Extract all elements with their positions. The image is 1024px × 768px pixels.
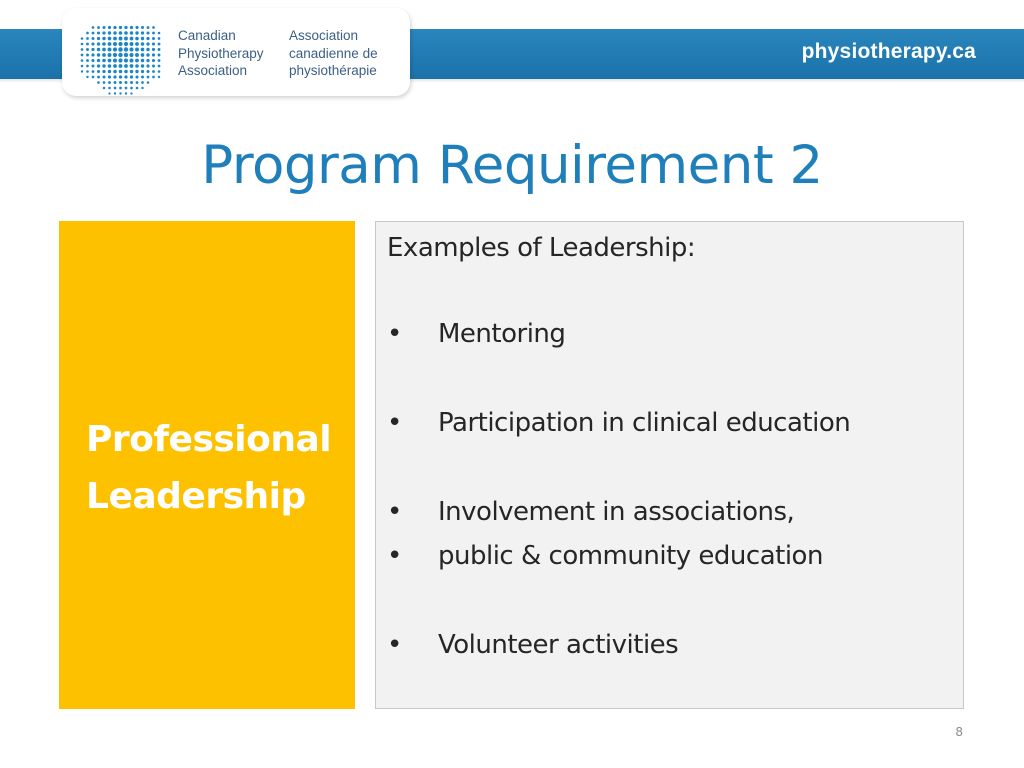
- logo-dot: [119, 26, 122, 29]
- logo-dot: [113, 31, 117, 35]
- logo-dot: [81, 37, 84, 40]
- logo-dot: [124, 42, 128, 46]
- logo-dot: [108, 37, 112, 41]
- logo-dot: [103, 76, 106, 79]
- logo-dot: [141, 42, 145, 46]
- logo-dot: [119, 81, 122, 84]
- logo-dot: [114, 87, 117, 90]
- logo-dot: [130, 37, 134, 41]
- logo-dot: [141, 87, 143, 89]
- logo-dot: [92, 26, 95, 29]
- logo-dot: [135, 42, 139, 46]
- logo-dot: [152, 42, 155, 45]
- logo-dot: [91, 48, 94, 51]
- logo-text-french: [289, 27, 378, 80]
- category-label: [86, 411, 331, 525]
- logo-dot: [81, 43, 84, 46]
- bullet-text: Involvement in associations,: [438, 497, 795, 527]
- bullet-icon: •: [387, 541, 402, 571]
- logo-dot: [130, 59, 134, 63]
- logo-dot: [114, 81, 117, 84]
- logo-dot: [108, 92, 110, 94]
- logo-dot: [141, 26, 144, 29]
- category-label-line: Leadership: [86, 476, 306, 517]
- logo-dot: [158, 37, 161, 40]
- logo-dot: [146, 42, 149, 45]
- logo-dot: [91, 53, 94, 56]
- bullet-text: Volunteer activities: [438, 630, 679, 660]
- logo-dot: [119, 70, 123, 74]
- logo-dot: [108, 26, 111, 29]
- logo-dot: [92, 32, 95, 35]
- logo-dot: [141, 64, 144, 67]
- logo-dot: [118, 58, 122, 62]
- logo-dot: [119, 87, 122, 90]
- logo-dot: [146, 70, 149, 73]
- logo-dot: [130, 87, 133, 90]
- logo-dot: [118, 42, 122, 46]
- logo-dot: [108, 81, 111, 84]
- logo-dot: [135, 26, 138, 29]
- logo-dot: [125, 87, 128, 90]
- logo-dot: [147, 76, 150, 79]
- logo-dot: [86, 48, 89, 51]
- logo-dot: [141, 70, 144, 73]
- logo-dot: [135, 75, 138, 78]
- logo-dot: [113, 37, 117, 41]
- logo-dot: [102, 64, 105, 67]
- logo-dot: [152, 32, 155, 35]
- logo-dot: [136, 87, 139, 90]
- bullet-icon: •: [387, 319, 402, 349]
- logo-dot: [92, 70, 95, 73]
- examples-panel: [375, 221, 964, 709]
- logo-dot: [97, 48, 100, 51]
- logo-dot: [130, 26, 133, 29]
- logo-dot: [114, 92, 116, 94]
- logo-dot: [86, 54, 89, 57]
- logo-dot: [103, 81, 106, 84]
- logo-dot: [129, 42, 133, 46]
- logo-dot: [86, 37, 89, 40]
- logo-dot: [113, 47, 117, 51]
- logo-dot: [86, 70, 89, 73]
- logo-dot: [108, 64, 112, 68]
- logo-dot: [135, 64, 139, 68]
- logo-dot: [81, 65, 84, 68]
- logo-dot: [97, 26, 100, 29]
- logo-dot: [102, 31, 105, 34]
- logo-dot: [91, 42, 94, 45]
- logo-text-english: [178, 27, 264, 80]
- logo-dot: [97, 76, 100, 79]
- logo-dot: [141, 59, 145, 63]
- logo-dot: [158, 54, 161, 57]
- logo-dot: [102, 26, 105, 29]
- logo-dot: [124, 37, 128, 41]
- bullet-text: Mentoring: [438, 319, 566, 349]
- logo-dot: [129, 53, 133, 57]
- logo-dot: [124, 75, 127, 78]
- logo-dot: [86, 59, 89, 62]
- logo-dot: [119, 75, 122, 78]
- logo-dot: [135, 31, 138, 34]
- logo-dot: [124, 70, 128, 74]
- logo-dot: [92, 65, 95, 68]
- logo-dot: [152, 26, 155, 29]
- logo-dot: [118, 53, 122, 57]
- logo-dot: [92, 37, 95, 40]
- logo-dot: [146, 48, 149, 51]
- logo-dot: [97, 59, 100, 62]
- logo-dot: [86, 32, 89, 35]
- logo-dot: [152, 70, 155, 73]
- logo-dot: [113, 75, 116, 78]
- logo-dot: [141, 31, 144, 34]
- logo-dot: [108, 42, 112, 46]
- bullet-icon: •: [387, 408, 402, 438]
- logo-dot: [108, 59, 112, 63]
- logo-dot: [86, 43, 89, 46]
- logo-dot: [86, 65, 89, 68]
- logo-dot: [91, 59, 94, 62]
- logo-dot: [113, 26, 116, 29]
- logo-dot: [152, 76, 155, 79]
- logo-dot: [108, 31, 111, 34]
- logo-dot: [97, 31, 100, 34]
- bullet-text: Participation in clinical education: [438, 408, 851, 438]
- logo-dot: [81, 48, 84, 51]
- logo-dot: [141, 37, 144, 40]
- logo-dot: [97, 70, 100, 73]
- logo-dot: [119, 64, 123, 68]
- logo-dot: [119, 37, 123, 41]
- logo-dot: [81, 59, 84, 62]
- logo-dot: [124, 31, 128, 35]
- bullet-icon: •: [387, 630, 402, 660]
- logo-dot: [113, 64, 117, 68]
- logo-dot: [97, 37, 100, 40]
- logo-dot: [108, 48, 112, 52]
- logo-french-line: canadienne de: [289, 45, 378, 61]
- logo-dot: [125, 81, 128, 84]
- logo-dot: [147, 81, 150, 84]
- logo-dot: [124, 53, 128, 57]
- cpa-heart-logo-icon: [80, 18, 166, 98]
- logo-dot: [152, 65, 155, 68]
- logo-dot: [124, 26, 127, 29]
- logo-dot: [102, 48, 106, 52]
- logo-dot: [146, 59, 149, 62]
- logo-english-line: Association: [178, 63, 248, 78]
- site-url: physiotherapy.ca: [801, 40, 976, 63]
- logo-dot: [125, 92, 127, 94]
- logo-dot: [158, 48, 161, 51]
- logo-dot: [108, 87, 111, 90]
- logo-dot: [119, 31, 123, 35]
- logo-dot: [102, 42, 106, 46]
- logo-dot: [97, 53, 100, 56]
- logo-dot: [152, 37, 155, 40]
- logo-dot: [136, 81, 139, 84]
- logo-dot: [81, 70, 83, 72]
- logo-dot: [119, 92, 121, 94]
- logo-dot: [129, 47, 133, 51]
- logo-dot: [102, 37, 105, 40]
- logo-dot: [152, 48, 155, 51]
- logo-dot: [152, 59, 155, 62]
- logo-dot: [135, 48, 139, 52]
- slide-title: Program Requirement 2: [201, 135, 823, 196]
- logo-dot: [130, 70, 134, 74]
- logo-dot: [141, 76, 144, 79]
- logo-dot: [146, 31, 149, 34]
- logo-dot: [97, 81, 100, 84]
- logo-dot: [92, 76, 95, 79]
- logo-dot: [97, 64, 100, 67]
- logo-dot: [118, 47, 122, 51]
- logo-dot: [108, 70, 111, 73]
- logo-dot: [141, 81, 144, 84]
- logo-french-line: physiothérapie: [289, 63, 377, 78]
- logo-english-line: Canadian: [178, 28, 236, 43]
- logo-dot: [97, 42, 100, 45]
- logo-dot: [158, 59, 161, 62]
- logo-dot: [124, 47, 128, 51]
- logo-dot: [135, 59, 139, 63]
- logo-dot: [130, 92, 132, 94]
- logo-dot: [102, 70, 105, 73]
- logo-dot: [146, 64, 149, 67]
- logo-dot: [135, 53, 139, 57]
- logo-dot: [158, 43, 161, 46]
- logo-dot: [147, 26, 150, 29]
- logo-dot: [135, 37, 139, 41]
- logo-dot: [130, 64, 134, 68]
- logo-dot: [158, 70, 161, 73]
- bullet-icon: •: [387, 497, 402, 527]
- bullet-text: public & community education: [438, 541, 823, 571]
- logo-dot: [158, 76, 160, 78]
- logo-dot: [130, 31, 134, 35]
- logo-dot: [86, 76, 88, 78]
- logo-dot: [102, 53, 106, 57]
- logo-dot: [113, 42, 117, 46]
- logo-dot: [158, 65, 161, 68]
- examples-heading: Examples of Leadership:: [387, 233, 696, 263]
- logo-dot: [81, 54, 84, 57]
- logo-dot: [113, 53, 117, 57]
- logo-dot: [108, 75, 111, 78]
- logo-french-line: Association: [289, 28, 359, 43]
- logo-dot: [113, 58, 117, 62]
- logo-dot: [130, 81, 133, 84]
- logo-english-line: Physiotherapy: [178, 45, 264, 61]
- page-number: 8: [955, 725, 963, 739]
- logo-dot: [108, 53, 112, 57]
- logo-dot: [158, 32, 161, 35]
- logo-dot: [130, 75, 133, 78]
- logo-dot: [135, 70, 138, 73]
- logo-dot: [124, 58, 128, 62]
- category-panel: [59, 221, 355, 709]
- logo-dot: [103, 87, 106, 90]
- category-label-line: Professional: [86, 419, 332, 460]
- logo-dot: [146, 37, 149, 40]
- logo-dot: [152, 53, 155, 56]
- logo-dot: [102, 59, 106, 63]
- logo-dot: [141, 48, 145, 52]
- logo-dot: [113, 70, 117, 74]
- logo-dot: [146, 53, 149, 56]
- logo-dot: [141, 53, 145, 57]
- logo-dot: [124, 64, 128, 68]
